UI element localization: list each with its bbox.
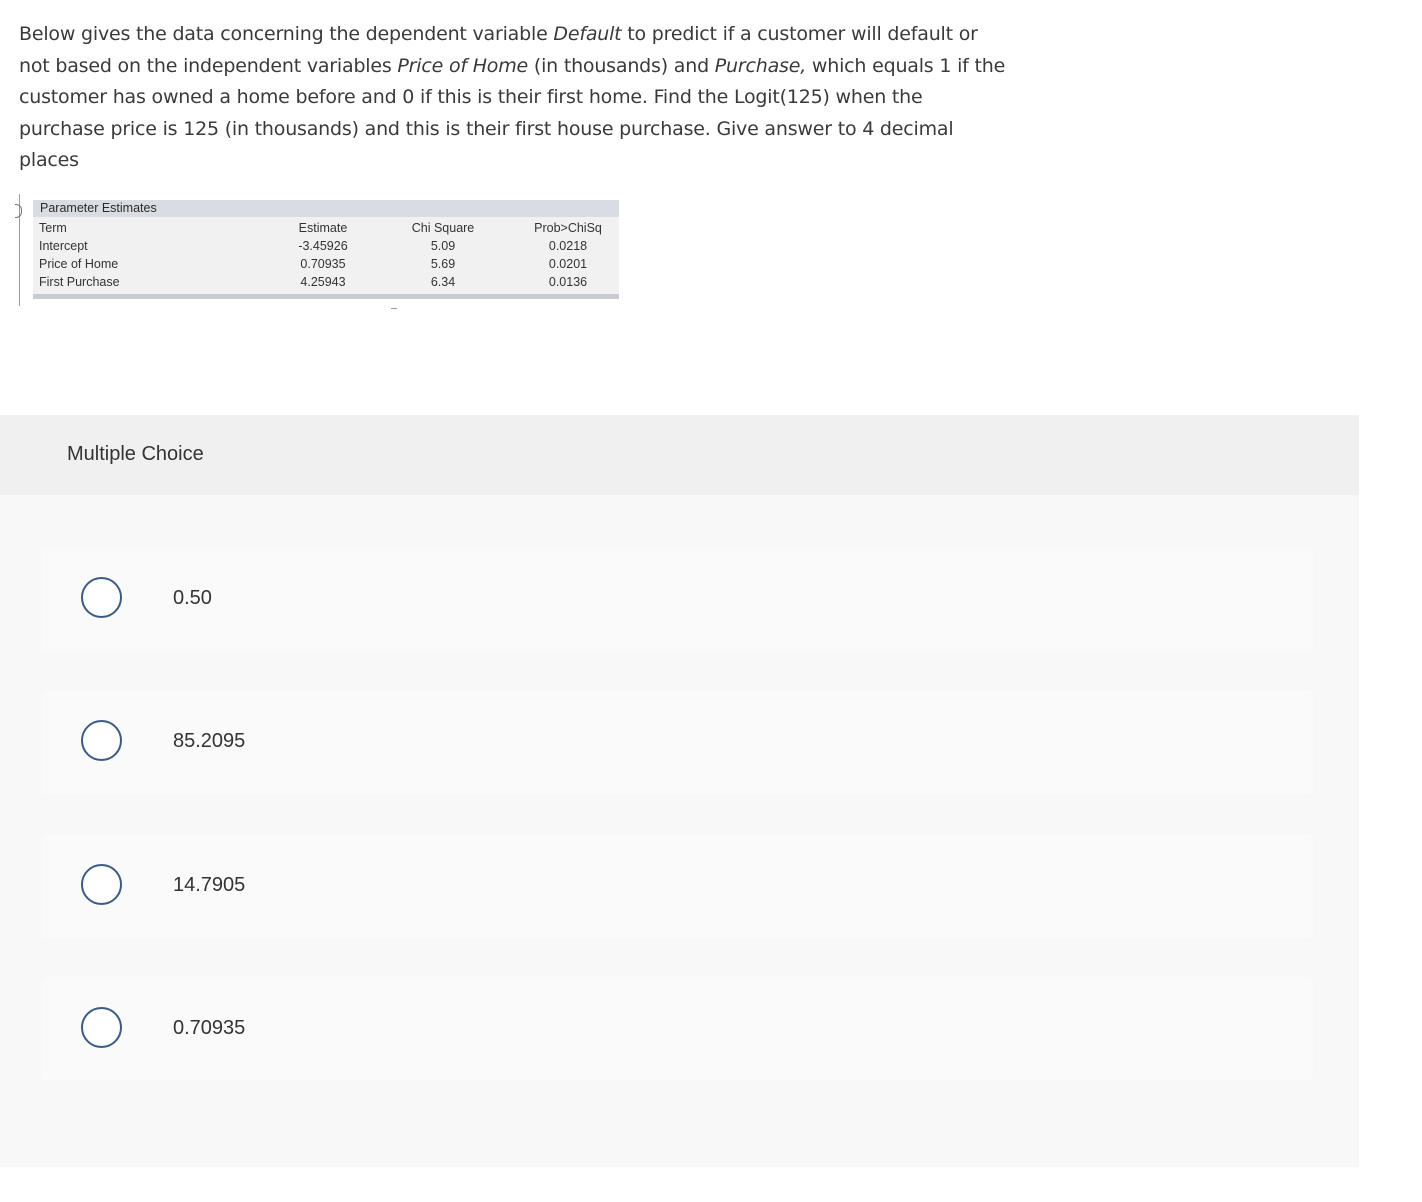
question-text (19, 19, 1009, 177)
table-title-bar (33, 200, 619, 217)
question-part-1: Below gives the data concerning the dependent variable (19, 23, 554, 45)
answer-option-label: 14.7905 (173, 874, 246, 896)
image-bracket (15, 204, 22, 218)
estimate-cell: 4.25943 (300, 275, 346, 289)
chi-square-cell: 5.09 (430, 239, 456, 253)
estimate-column (283, 219, 363, 291)
chi-square-cell: 6.34 (430, 275, 456, 289)
estimate-header: Estimate (298, 221, 348, 235)
variable-default: Default (553, 23, 622, 45)
estimate-cell: -3.45926 (298, 239, 348, 253)
question-part-4: which equals 1 if the customer has owned a home before and 0 if this is their first home. Find the Logit(125) when the purchase price is 125 (in thousands) and this is their first house purchase. Give answer to 4 decimal places (19, 54, 1006, 171)
multiple-choice-header (0, 415, 1359, 495)
chi-square-header: Chi Square (411, 221, 475, 235)
estimate-cell: 0.70935 (300, 257, 346, 271)
term-cell: Price of Home (39, 257, 119, 271)
question-part-2: to predict if a customer will default or not based on the independent variables (19, 23, 978, 77)
chi-square-cell: 5.69 (430, 257, 456, 271)
multiple-choice-title: Multiple Choice (67, 443, 204, 465)
answer-option-3[interactable] (41, 834, 1313, 938)
parameter-estimates-image (15, 190, 621, 312)
prob-cell: 0.0218 (548, 239, 588, 253)
question-part-3: (in thousands) and (528, 54, 715, 77)
answer-option-label: 0.70935 (173, 1017, 246, 1039)
variable-purchase: Purchase, (714, 54, 807, 77)
chi-square-column (403, 219, 483, 291)
term-cell: First Purchase (39, 275, 120, 289)
radio-button-icon[interactable] (81, 864, 122, 905)
term-cell: Intercept (39, 239, 88, 253)
table-bottom-bar (33, 294, 619, 299)
prob-cell: 0.0201 (548, 257, 588, 271)
radio-button-icon[interactable] (81, 720, 122, 761)
term-header: Term (39, 221, 67, 235)
image-tick-mark (391, 308, 397, 309)
prob-column (523, 219, 613, 291)
answer-option-4[interactable] (41, 977, 1313, 1081)
variable-price-of-home: Price of Home (397, 54, 529, 77)
term-column (39, 219, 120, 291)
table-title: Parameter Estimates (40, 201, 157, 215)
multiple-choice-options (0, 495, 1359, 1167)
parameter-estimates-table (33, 200, 619, 298)
answer-option-label: 85.2095 (173, 730, 246, 752)
radio-button-icon[interactable] (81, 577, 122, 618)
answer-option-2[interactable] (41, 690, 1313, 794)
answer-option-label: 0.50 (173, 587, 212, 609)
prob-header: Prob>ChiSq (534, 221, 602, 235)
radio-button-icon[interactable] (81, 1007, 122, 1048)
answer-option-1[interactable] (41, 547, 1313, 651)
multiple-choice-panel (0, 415, 1359, 1167)
prob-cell: 0.0136 (548, 275, 588, 289)
